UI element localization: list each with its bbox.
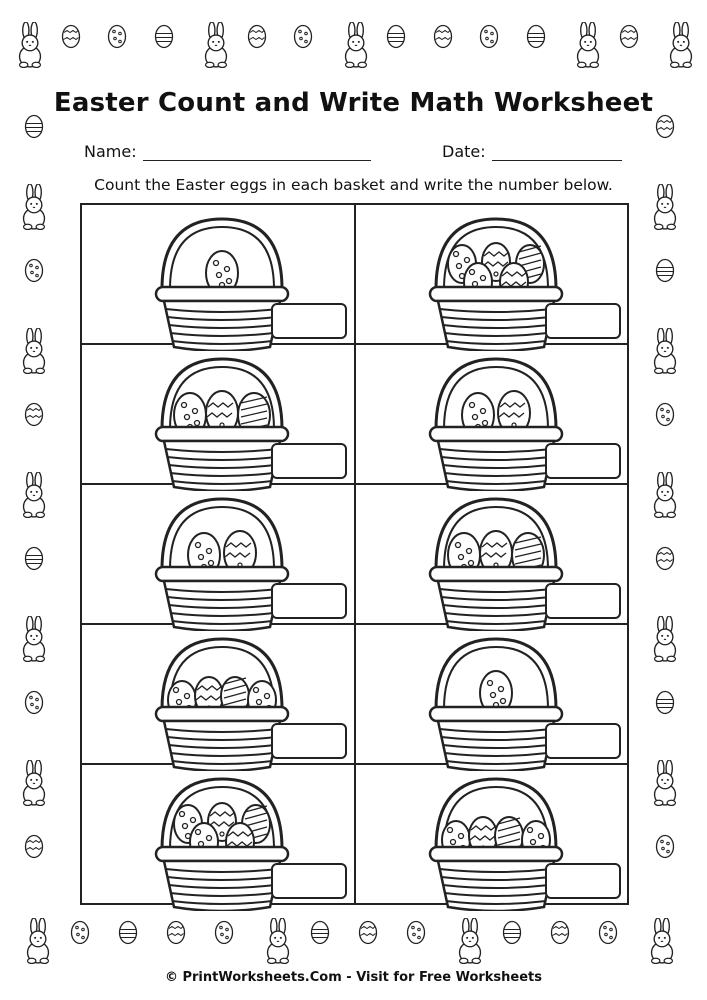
egg-icon xyxy=(655,256,675,287)
answer-box[interactable] xyxy=(271,723,347,759)
egg-icon xyxy=(550,918,570,949)
egg-icon xyxy=(70,918,90,949)
egg-icon xyxy=(24,256,44,287)
bunny-icon xyxy=(200,22,232,72)
name-label: Name: xyxy=(84,142,137,161)
egg-icon xyxy=(118,918,138,949)
basket-cell xyxy=(356,485,630,625)
egg-icon xyxy=(655,688,675,719)
bunny-icon xyxy=(22,918,54,968)
egg-icon xyxy=(619,22,639,53)
bunny-icon xyxy=(18,616,50,666)
egg-icon xyxy=(358,918,378,949)
basket-body xyxy=(156,287,288,351)
answer-box[interactable] xyxy=(545,863,621,899)
basket-body xyxy=(430,567,562,631)
date-field xyxy=(442,142,622,161)
basket-body xyxy=(156,567,288,631)
egg-icon xyxy=(406,918,426,949)
bunny-icon xyxy=(18,472,50,522)
bunny-icon xyxy=(646,918,678,968)
basket-body xyxy=(156,427,288,491)
egg-icon xyxy=(24,400,44,431)
name-field xyxy=(84,142,371,161)
egg-icon xyxy=(166,918,186,949)
basket-cell xyxy=(82,485,356,625)
basket-cell xyxy=(82,205,356,345)
egg-icon xyxy=(61,22,81,53)
egg-icon xyxy=(433,22,453,53)
instructions: Count the Easter eggs in each basket and write the number below. xyxy=(94,176,613,194)
bunny-icon xyxy=(649,472,681,522)
bunny-icon xyxy=(572,22,604,72)
egg-icon xyxy=(247,22,267,53)
date-write-line[interactable] xyxy=(492,146,622,161)
egg-icon xyxy=(479,22,499,53)
bunny-icon xyxy=(14,22,46,72)
basket-grid xyxy=(80,203,629,905)
basket-cell xyxy=(356,205,630,345)
egg-icon xyxy=(655,400,675,431)
bunny-icon xyxy=(18,328,50,378)
egg-icon xyxy=(24,688,44,719)
footer-credit: © PrintWorksheets.Com - Visit for Free Worksheets xyxy=(164,970,543,985)
egg-icon xyxy=(598,918,618,949)
basket-cell xyxy=(82,765,356,905)
answer-box[interactable] xyxy=(271,863,347,899)
egg-icon xyxy=(310,918,330,949)
basket-cell xyxy=(82,345,356,485)
answer-box[interactable] xyxy=(545,443,621,479)
basket-body xyxy=(430,707,562,771)
bunny-icon xyxy=(340,22,372,72)
basket-body xyxy=(430,847,562,911)
answer-box[interactable] xyxy=(271,443,347,479)
bunny-icon xyxy=(649,616,681,666)
basket-body xyxy=(430,287,562,351)
egg-icon xyxy=(526,22,546,53)
egg-icon xyxy=(293,22,313,53)
basket-body xyxy=(430,427,562,491)
answer-box[interactable] xyxy=(545,583,621,619)
basket-body xyxy=(156,707,288,771)
egg-icon xyxy=(386,22,406,53)
date-label: Date: xyxy=(442,142,486,161)
egg-icon xyxy=(214,918,234,949)
bunny-icon xyxy=(262,918,294,968)
answer-box[interactable] xyxy=(545,303,621,339)
bunny-icon xyxy=(649,760,681,810)
bunny-icon xyxy=(649,328,681,378)
basket-cell xyxy=(356,625,630,765)
name-write-line[interactable] xyxy=(143,146,371,161)
egg-icon xyxy=(154,22,174,53)
basket-cell xyxy=(82,625,356,765)
egg-icon xyxy=(502,918,522,949)
basket-cell xyxy=(356,345,630,485)
bunny-icon xyxy=(18,760,50,810)
bunny-icon xyxy=(665,22,697,72)
egg-icon xyxy=(655,832,675,863)
bunny-icon xyxy=(454,918,486,968)
basket-body xyxy=(156,847,288,911)
egg-icon xyxy=(107,22,127,53)
answer-box[interactable] xyxy=(271,583,347,619)
basket-cell xyxy=(356,765,630,905)
egg-icon xyxy=(24,544,44,575)
egg-icon xyxy=(24,832,44,863)
answer-box[interactable] xyxy=(271,303,347,339)
page-title: Easter Count and Write Math Worksheet xyxy=(53,88,654,118)
answer-box[interactable] xyxy=(545,723,621,759)
egg-icon xyxy=(655,544,675,575)
